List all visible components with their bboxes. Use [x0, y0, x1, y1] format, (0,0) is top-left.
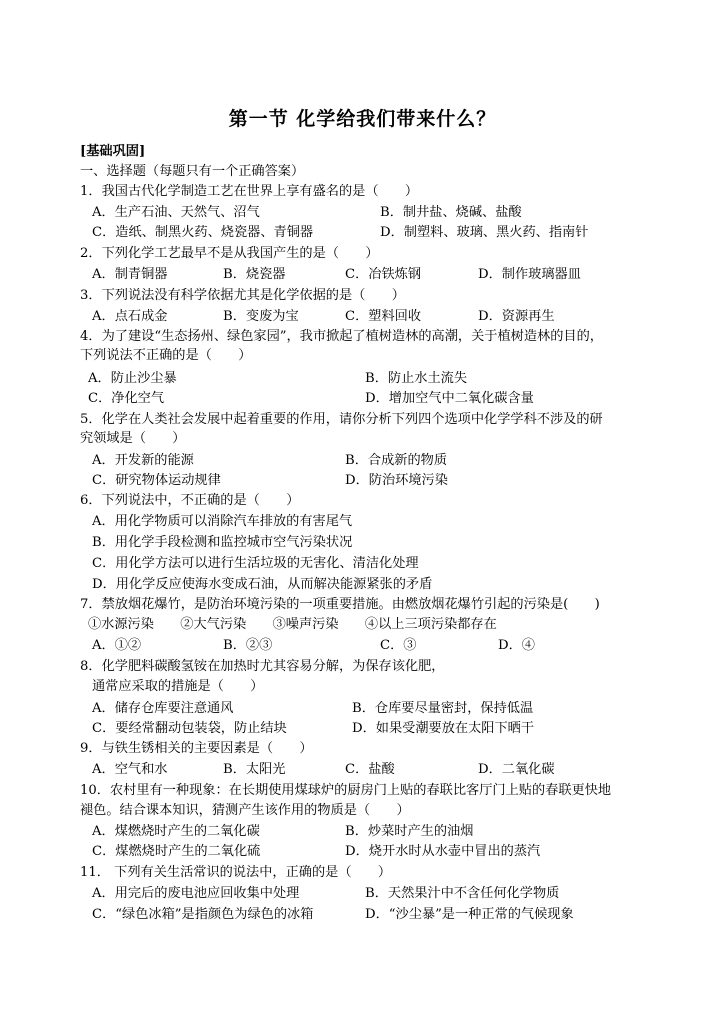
question-11-option-c: C．“绿色冰箱”是指颜色为绿色的冰箱 [92, 907, 314, 922]
question-5-option-b: B．合成新的物质 [345, 453, 448, 468]
question-8-stem-line-2: 通常应采取的措施是（ ） [92, 679, 264, 694]
question-7-stem-line-1: 7．禁放烟花爆竹，是防治环境污染的一项重要措施。由燃放烟花爆竹引起的污染是( ) [80, 597, 600, 612]
question-6-stem: 6．下列说法中，不正确的是（ ） [80, 493, 300, 508]
question-2-option-a: A．制青铜器 [92, 267, 168, 282]
question-3-option-b: B．变废为宝 [223, 309, 299, 324]
question-10-stem-line-1: 10．农村里有一种现象：在长期使用煤球炉的厨房门上贴的春联比客厅门上贴的春联更快地 [80, 783, 612, 798]
question-7-stem-line-2: ①水源污染 ②大气污染 ③噪声污染 ④以上三项污染都存在 [88, 617, 497, 632]
question-4-option-b: B．防止水土流失 [365, 371, 468, 386]
question-4-option-a: A．防止沙尘暴 [88, 371, 177, 386]
question-5-option-c: C．研究物体运动规律 [92, 473, 221, 488]
question-4-stem-line-1: 4．为了建设“生态扬州、绿色家园”，我市掀起了植树造林的高潮，关于植树造林的目的， [80, 329, 603, 344]
question-11-option-a: A．用完后的废电池应回收集中处理 [92, 886, 300, 901]
question-3-option-d: D．资源再生 [478, 309, 555, 324]
question-6-option-a: A．用化学物质可以消除汽车排放的有害尾气 [92, 514, 353, 529]
question-8-option-a: A．储存仓库要注意通风 [92, 701, 234, 716]
question-4-stem-line-2: 下列说法不正确的是（ ） [80, 348, 252, 363]
question-6-option-d: D．用化学反应使海水变成石油，从而解决能源紧张的矛盾 [92, 577, 433, 592]
section-header: [基础巩固] [80, 144, 146, 159]
question-3-option-a: A．点石成金 [92, 309, 168, 324]
question-9-option-d: D．二氧化碳 [478, 762, 555, 777]
question-1-option-c: C．造纸、制黑火药、烧瓷器、青铜器 [92, 225, 314, 240]
question-2-option-d: D．制作玻璃器皿 [478, 267, 581, 282]
question-11-option-b: B．天然果汁中不含任何化学物质 [365, 886, 560, 901]
question-1-option-d: D．制塑料、玻璃、黑火药、指南针 [380, 225, 589, 240]
question-5-option-a: A．开发新的能源 [92, 453, 194, 468]
question-8-option-b: B．仓库要尽量密封，保持低温 [352, 701, 534, 716]
question-1-option-a: A．生产石油、天然气、沼气 [92, 205, 260, 220]
question-10-stem-line-2: 褪色。结合课本知识，猜测产生该作用的物质是（ ） [80, 803, 410, 818]
question-3-stem: 3．下列说法没有科学依据尤其是化学依据的是（ ） [80, 288, 405, 303]
question-8-option-c: C．要经常翻动包装袋，防止结块 [92, 721, 287, 736]
question-9-option-c: C．盐酸 [345, 762, 395, 777]
question-10-option-d: D．烧开水时从水壶中冒出的蒸汽 [345, 844, 541, 859]
question-5-option-d: D．防治环境污染 [345, 473, 448, 488]
question-5-stem-line-1: 5．化学在人类社会发展中起着重要的作用，请你分析下列四个选项中化学学科不涉及的研 [80, 412, 603, 427]
question-3-option-c: C．塑料回收 [345, 309, 422, 324]
question-10-option-b: B．炒菜时产生的油烟 [345, 824, 474, 839]
question-10-option-c: C．煤燃烧时产生的二氧化硫 [92, 844, 261, 859]
question-2-option-c: C．冶铁炼钢 [345, 267, 422, 282]
question-7-option-a: A．①② [92, 638, 142, 653]
question-10-option-a: A．煤燃烧时产生的二氧化碳 [92, 824, 260, 839]
question-6-option-c: C．用化学方法可以进行生活垃圾的无害化、清洁化处理 [92, 556, 419, 571]
question-6-option-b: B．用化学手段检测和监控城市空气污染状况 [92, 535, 353, 550]
page-title: 第一节 化学给我们带来什么？ [228, 108, 497, 130]
question-7-option-b: B．②③ [223, 638, 273, 653]
question-9-option-a: A．空气和水 [92, 762, 168, 777]
question-2-option-b: B．烧瓷器 [223, 267, 286, 282]
question-1-option-b: B．制井盐、烧碱、盐酸 [380, 205, 522, 220]
question-8-stem-line-1: 8．化学肥料碳酸氢铵在加热时尤其容易分解，为保存该化肥， [80, 659, 445, 674]
question-8-option-d: D．如果受潮要放在太阳下晒干 [352, 721, 535, 736]
question-4-option-c: C．净化空气 [88, 391, 165, 406]
question-1-stem: 1．我国古代化学制造工艺在世界上享有盛名的是（ ） [80, 184, 419, 199]
question-11-stem: 11． 下列有关生活常识的说法中，正确的是（ ） [80, 865, 392, 880]
question-11-option-d: D．“沙尘暴”是一种正常的气候现象 [365, 907, 574, 922]
question-9-option-b: B．太阳光 [223, 762, 286, 777]
question-5-stem-line-2: 究领域是（ ） [80, 431, 186, 446]
question-7-option-c: C．③ [380, 638, 417, 653]
question-7-option-d: D．④ [498, 638, 535, 653]
question-9-stem: 9．与铁生锈相关的主要因素是（ ） [80, 741, 313, 756]
question-4-option-d: D．增加空气中二氧化碳含量 [365, 391, 534, 406]
part-header: 一、选择题（每题只有一个正确答案） [80, 164, 305, 179]
question-2-stem: 2．下列化学工艺最早不是从我国产生的是（ ） [80, 246, 379, 261]
